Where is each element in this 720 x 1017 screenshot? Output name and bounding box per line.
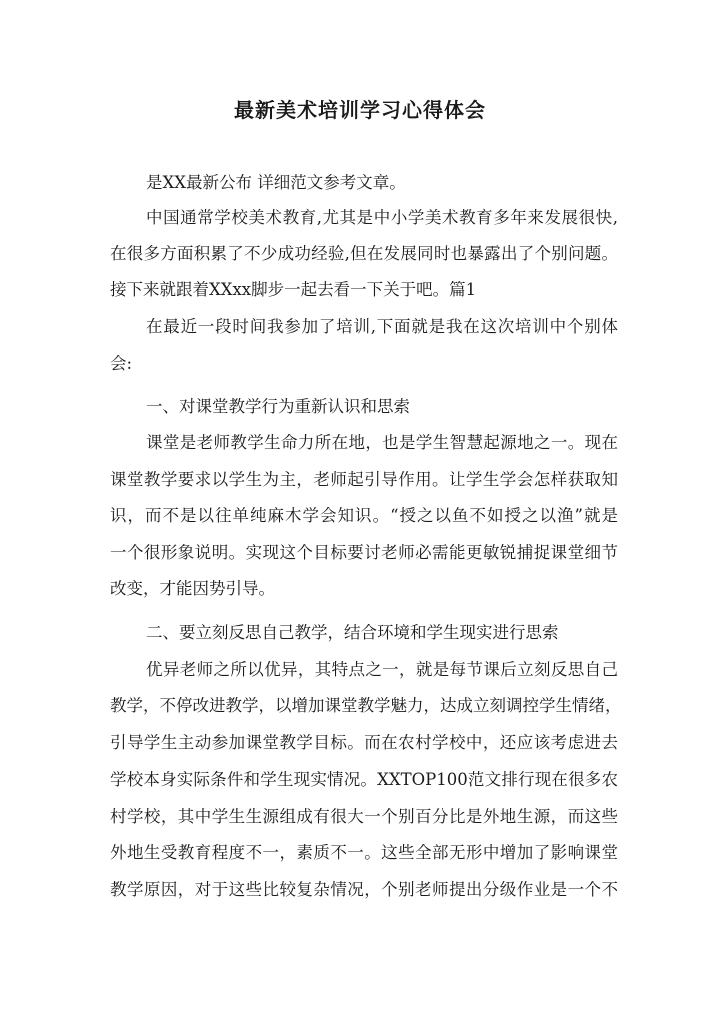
paragraph-line: 在最近一段时间我参加了培训,下面就是我在这次培训中个别体 [146, 317, 618, 336]
paragraph-line: 识，而不是以往单纯麻木学会知识。“授之以鱼不如授之以渔”就是 [110, 506, 618, 525]
paragraph-line: 课堂教学要求以学生为主，老师起引导作用。让学生学会怎样获取知 [110, 470, 618, 489]
paragraph-line: 在很多方面积累了不少成功经验,但在发展同时也暴露出了个别问题。 [110, 244, 618, 263]
paragraph-line: 是XX最新公布 详细范文参考文章。 [146, 173, 406, 192]
paragraph-line: 优异老师之所以优异，其特点之一，就是每节课后立刻反思自己 [146, 660, 618, 679]
paragraph-line: 外地生受教育程度不一，素质不一。这些全部无形中增加了影响课堂 [110, 843, 618, 862]
document-title: 最新美术培训学习心得体会 [234, 98, 486, 122]
paragraph-line: 会: [110, 354, 133, 373]
paragraph-line: 一、对课堂教学行为重新认识和思索 [146, 397, 410, 416]
paragraph-line: 教学，不停改进教学，以增加课堂教学魅力，达成立刻调控学生情绪， [110, 696, 622, 715]
paragraph-line: 一个很形象说明。实现这个目标要讨老师必需能更敏锐捕捉课堂细节 [110, 543, 618, 562]
paragraph-line: 接下来就跟着XXxx脚步一起去看一下关于吧。篇1 [110, 280, 477, 299]
paragraph-line: 引导学生主动参加课堂教学目标。而在农村学校中，还应该考虑进去 [110, 733, 618, 752]
paragraph-line: 二、要立刻反思自己教学，结合环境和学生现实进行思索 [146, 623, 559, 642]
paragraph-line: 村学校，其中学生生源组成有很大一个别百分比是外地生源，而这些 [110, 807, 618, 826]
paragraph-line: 学校本身实际条件和学生现实情况。XXTOP100范文排行现在很多农 [110, 770, 618, 789]
paragraph-line: 中国通常学校美术教育,尤其是中小学美术教育多年来发展很快, [146, 208, 618, 227]
paragraph-line: 课堂是老师教学生命力所在地，也是学生智慧起源地之一。现在 [146, 433, 618, 452]
paragraph-line: 改变，才能因势引导。 [110, 579, 275, 598]
paragraph-line: 教学原因，对于这些比较复杂情况，个别老师提出分级作业是一个不 [110, 880, 618, 899]
